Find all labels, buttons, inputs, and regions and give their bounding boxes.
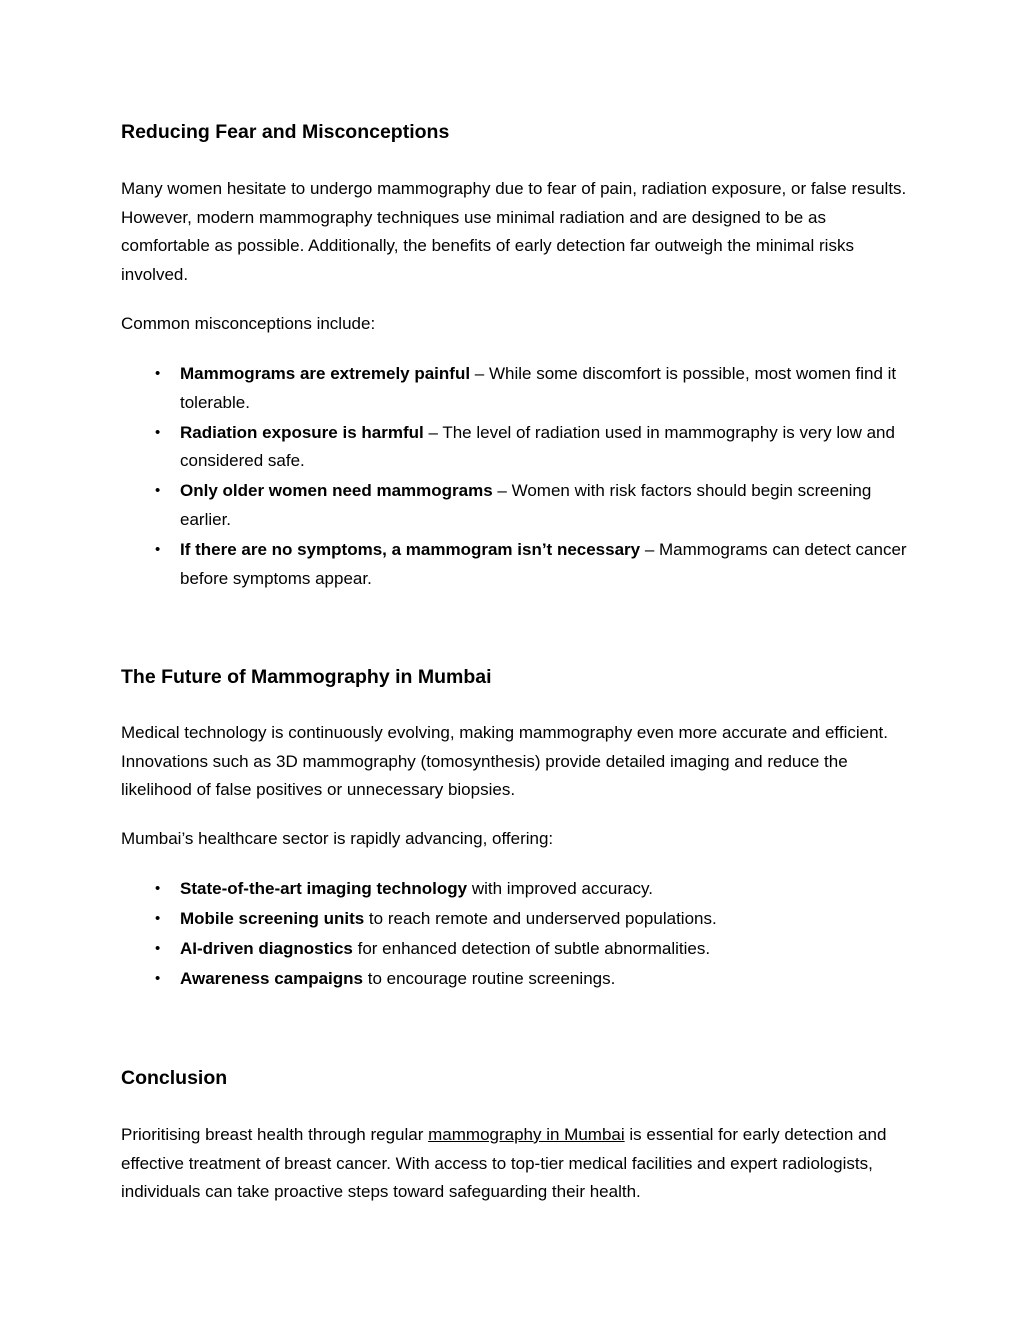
section-heading-conclusion: Conclusion <box>121 1067 228 1089</box>
list-item <box>121 419 911 476</box>
bullet-icon: • <box>155 909 161 927</box>
list-item-text: – The level of radiation used in mammography is very low and considered safe. <box>180 422 895 471</box>
mammography-mumbai-link[interactable]: mammography in Mumbai <box>428 1125 625 1144</box>
list-item-text: – Women with risk factors should begin screening earlier. <box>180 481 872 529</box>
list-item-bold: Radiation exposure is harmful <box>180 422 424 442</box>
list-item-text: to encourage routine screenings. <box>363 968 616 988</box>
paragraph-misconceptions-lead: Common misconceptions include: <box>121 314 376 333</box>
list-item <box>121 477 911 534</box>
list-item-bold: Only older women need mammograms <box>180 481 493 501</box>
list-item <box>121 536 911 593</box>
list-item-bold: Mammograms are extremely painful <box>180 364 471 383</box>
list-item <box>121 360 911 417</box>
paragraph-fear-intro: Many women hesitate to undergo mammography due to fear of pain, radiation exposure, or false results. However, modern mammography techniques use minimal radiation and are designed to be as comfortable as possible. Additionally, the benefits of early detection far outweigh the minimal risks involved. <box>121 179 907 284</box>
paragraph-offering-lead: Mumbai’s healthcare sector is rapidly advancing, offering: <box>121 829 554 848</box>
list-item <box>121 905 911 934</box>
bullet-icon: • <box>155 939 161 957</box>
paragraph-future-intro: Medical technology is continuously evolving, making mammography even more accurate and efficient. Innovations such as 3D mammography (tomosynthesis) provide detailed imaging and reduce the likelihood of false positives or unnecessary biopsies. <box>121 723 888 800</box>
misconceptions-list <box>121 360 911 593</box>
list-item-text: to reach remote and underserved populations. <box>364 908 717 928</box>
list-item-text: for enhanced detection of subtle abnormalities. <box>352 938 711 958</box>
list-item-bold: If there are no symptoms, a mammogram isn’t necessary <box>180 540 641 560</box>
list-item-text: – While some discomfort is possible, most women find it tolerable. <box>180 364 897 412</box>
section-heading-reducing-fear: Reducing Fear and Misconceptions <box>121 121 450 143</box>
section-heading-future: The Future of Mammography in Mumbai <box>121 666 492 688</box>
offerings-list <box>121 875 911 993</box>
bullet-icon: • <box>155 423 161 441</box>
list-item-bold: Awareness campaigns <box>180 968 363 988</box>
bullet-icon: • <box>155 482 161 500</box>
bullet-icon: • <box>155 365 161 382</box>
list-item <box>121 935 911 964</box>
list-item <box>121 965 911 994</box>
paragraph-conclusion <box>121 1121 911 1207</box>
bullet-icon: • <box>155 880 161 897</box>
list-item-bold: AI-driven diagnostics <box>180 938 353 958</box>
list-item-text: – Mammograms can detect cancer before symptoms appear. <box>180 540 907 588</box>
bullet-icon: • <box>155 969 161 987</box>
list-item-bold: State-of-the-art imaging technology <box>180 879 468 898</box>
list-item-text: with improved accuracy. <box>467 879 653 898</box>
list-item <box>121 875 911 904</box>
bullet-icon: • <box>155 541 161 559</box>
conclusion-text-after-link: is essential for early detection and effective treatment of breast cancer. With access to top-tier medical facilities and expert radiologists, individuals can take proactive steps toward safeguarding their health. <box>121 1125 887 1202</box>
conclusion-text-before-link: Prioritising breast health through regular <box>121 1125 429 1144</box>
list-item-bold: Mobile screening units <box>180 908 365 928</box>
